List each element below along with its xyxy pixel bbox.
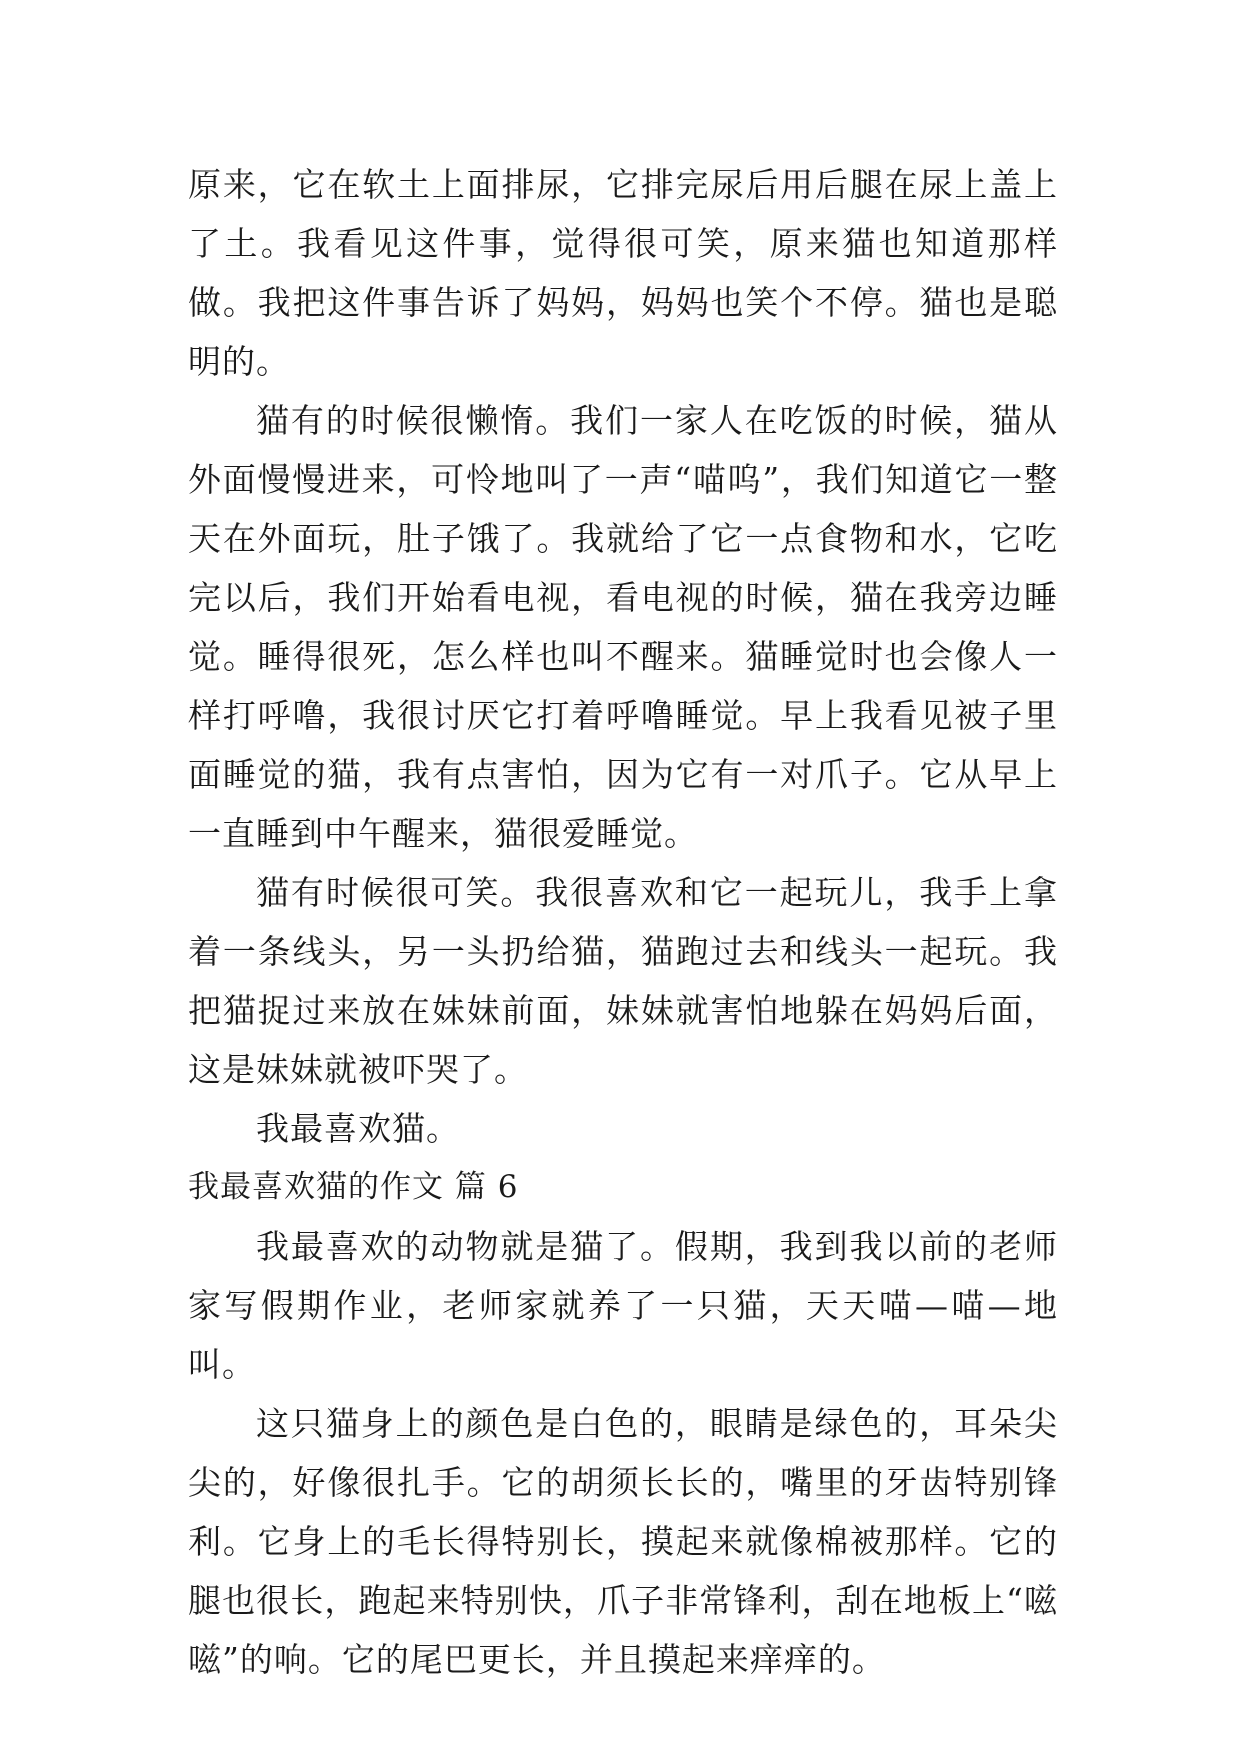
paragraph-4: 我最喜欢猫。 xyxy=(256,1109,460,1148)
paragraph-2: 猫有的时候很懒惰。我们一家人在吃饭的时候，猫从外面慢慢进来，可怜地叫了一声“喵呜”，我们知道它一整天在外面玩，肚子饿了。我就给了它一点食物和水，它吃完以后，我们开始看电视，看电视的时候，猫在我旁边睡觉。睡得很死，怎么样也叫不醒来。猫睡觉时也会像人一样打呼噜，我很讨厌它打着呼噜睡觉。早上我看见被子里面睡觉的猫，我有点害怕，因为它有一对爪子。它从早上一直睡到中午醒来，猫很爱睡觉。 xyxy=(188,401,1058,853)
section-heading: 我最喜欢猫的作文 篇 6 xyxy=(188,1169,519,1205)
paragraph-5: 我最喜欢的动物就是猫了。假期，我到我以前的老师家写假期作业，老师家就养了一只猫，天天喵—喵—地叫。 xyxy=(188,1227,1058,1384)
paragraph-3: 猫有时候很可笑。我很喜欢和它一起玩儿，我手上拿着一条线头，另一头扔给猫，猫跑过去和线头一起玩。我把猫捉过来放在妹妹前面，妹妹就害怕地躲在妈妈后面，这是妹妹就被吓哭了。 xyxy=(188,873,1058,1089)
paragraph-6: 这只猫身上的颜色是白色的，眼睛是绿色的，耳朵尖尖的，好像很扎手。它的胡须长长的，嘴里的牙齿特别锋利。它身上的毛长得特别长，摸起来就像棉被那样。它的腿也很长，跑起来特别快，爪子非常锋利，刮在地板上“嗞嗞”的响。它的尾巴更长，并且摸起来痒痒的。 xyxy=(188,1404,1058,1679)
document-page xyxy=(188,155,1058,1689)
paragraph-1: 原来，它在软土上面排尿，它排完尿后用后腿在尿上盖上了土。我看见这件事，觉得很可笑，原来猫也知道那样做。我把这件事告诉了妈妈，妈妈也笑个不停。猫也是聪明的。 xyxy=(188,165,1058,381)
